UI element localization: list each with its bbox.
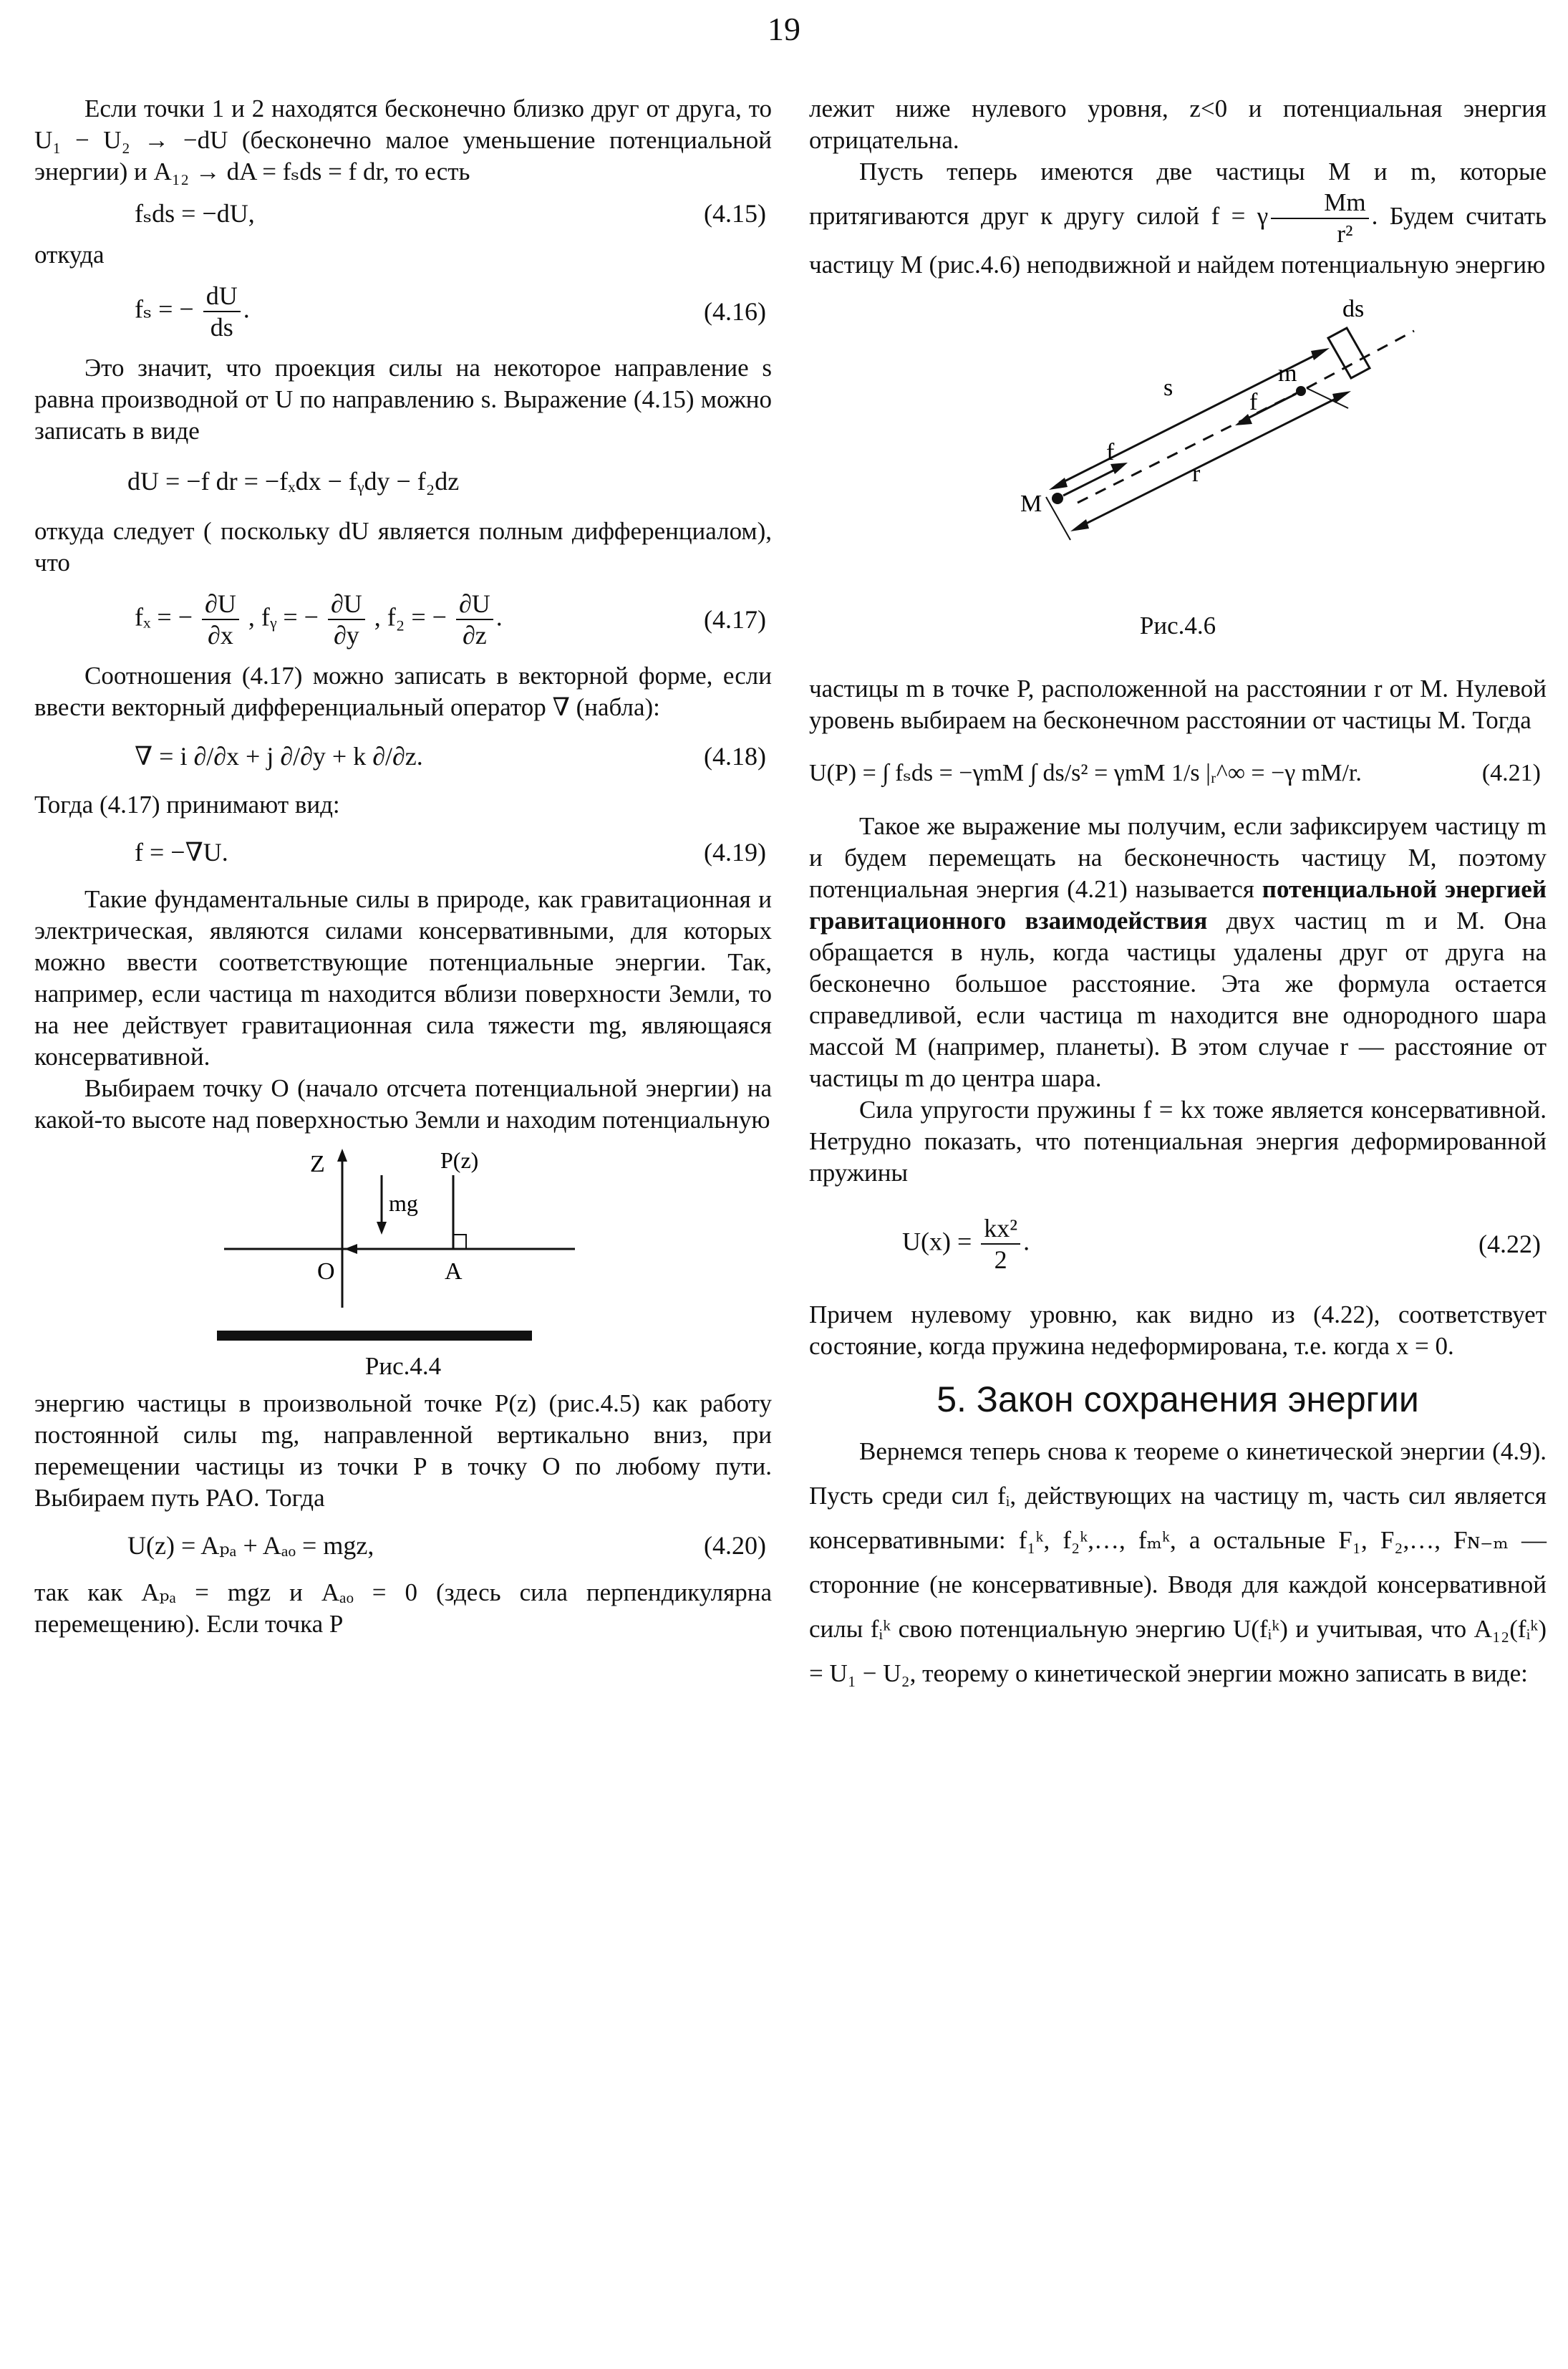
z-label: Z (310, 1151, 325, 1177)
paragraph: Такие фундаментальные силы в природе, как гравитационная и электрическая, являются силами консервативными, для которых можно ввести соответствующие потенциальные энергии. Так, например, если частица m находится вблизи поверхности Земли, то на нее действует гравитационная сила тяжести mg, являющаяся консервативной. (34, 885, 772, 1071)
denominator: r² (1337, 220, 1353, 248)
r-arrowhead-left (1070, 519, 1089, 531)
text-run: двух частиц m и M. Она обращается в нуль, когда частицы удалены друг от друга на бесконечно большое расстояние. Эта же формула остается справедливой, если частица m находится вне однородного шара массой M (например, планеты). В этом случае r — расстояние от частицы m до центра шара. (809, 907, 1547, 1092)
figure-4-4 (217, 1143, 589, 1343)
mg-label: mg (389, 1190, 418, 1216)
particle-m (1296, 386, 1306, 396)
equation-number: (4.18) (704, 742, 766, 771)
fraction (203, 281, 241, 342)
text-run: . Будем считать частицу M (рис.4.6) неподвижной и найдем потенциальную энергию (809, 202, 1547, 279)
force-f-on-m-head (1235, 414, 1252, 425)
f-label-M: f (1106, 439, 1115, 465)
f-label-m: f (1249, 389, 1258, 415)
dashed-extension (1307, 331, 1414, 388)
s-label: s (1163, 375, 1173, 401)
equation-number: (4.17) (704, 605, 766, 634)
figure-caption: Рис.4.6 (1139, 612, 1216, 640)
M-label: M (1020, 491, 1042, 517)
fraction (202, 589, 239, 650)
equation-number: (4.22) (1479, 1230, 1541, 1258)
equation-body: U(z) = Aₚₐ + Aₐₒ = mgz, (127, 1531, 374, 1560)
right-column (809, 93, 1547, 1696)
page-number: 19 (768, 11, 800, 47)
paragraph: Вернемся теперь снова к теореме о кинетической энергии (4.9). Пусть среди сил fᵢ, действующих на частицу m, часть сил является консервативными: f₁ᵏ, f₂ᵏ,…, fₘᵏ, а остальные F₁, F₂,…, Fɴ₋ₘ — сторонние (не консервативные). Вводя для каждой консервативной силы fᵢᵏ свою потенциальную энергию U(fᵢᵏ) и учитывая, что A₁₂(fᵢᵏ) = U₁ − U₂, теорему о кинетической энергии можно записать в виде: (809, 1437, 1547, 1687)
equation-4-21 (809, 736, 1547, 811)
equation-body: f = −∇U. (135, 838, 228, 867)
equation-4-17: fₓ = − $\frac{\partial U}{\partial x}$ , fᵧ = − $\frac{\partial U}{\partial y}$ , f₂ = − $\frac{\partial U}{\partial z}$ . (4.17) (135, 589, 766, 650)
ds-label: ds (1342, 296, 1365, 322)
equation-body: U(P) = ∫ fₛds = −γmM ∫ ds/s² = γmM 1/s |ᵣ^∞ = −γ mM/r. (809, 760, 1362, 786)
denominator: ∂z (462, 621, 487, 650)
paragraph: Тогда (4.17) принимают вид: (34, 791, 340, 819)
equation-body: fₛds = −dU, (135, 199, 255, 228)
denominator: ∂y (333, 621, 359, 650)
equation-part: fₓ = − (135, 602, 193, 632)
paragraph: так как Aₚₐ = mgz и Aₐₒ = 0 (здесь сила перпендикулярна перемещению). Если точка P (34, 1578, 772, 1638)
s-arrowhead-left (1049, 478, 1068, 490)
fraction (456, 589, 493, 650)
text-run: Такое же выражение мы получим, если зафиксируем частицу m и будем перемещать на бесконечность частицу M, поэтому потенциальная энергия (4.21) называется (809, 812, 1547, 903)
paragraph: Если точки 1 и 2 находятся бесконечно близко друг от друга, то U₁ − U₂ → −dU (бесконечно малое уменьшение потенциальной энергии) и A₁₂ → dA = fₛds = f dr, то есть (34, 95, 772, 185)
equation-lhs: U(x) = (902, 1227, 972, 1256)
numerator: ∂U (456, 589, 493, 620)
z-axis-arrow (337, 1149, 347, 1162)
fraction (328, 589, 365, 650)
fraction (981, 1213, 1020, 1275)
paragraph: Это значит, что проекция силы на некоторое направление s равна производной от U по направлению s. Выражение (4.15) можно записать в виде (34, 354, 772, 445)
right-angle-mark (453, 1235, 466, 1249)
paragraph: Причем нулевому уровню, как видно из (4.22), соответствует состояние, когда пружина недеформирована, т.е. когда x = 0. (809, 1301, 1547, 1360)
equation-body: ∇ = i ∂/∂x + j ∂/∂y + k ∂/∂z. (135, 742, 423, 771)
paragraph: энергию частицы в произвольной точке P(z) (рис.4.5) как работу постоянной силы mg, направленной вертикально вниз, при перемещении частицы из точки P в точку O по любому пути. Выбираем путь PAO. Тогда (34, 1389, 772, 1512)
equation-dU (34, 447, 772, 516)
paragraph: Соотношения (4.17) можно записать в векторной форме, если ввести векторный дифференциальный оператор ∇ (набла): (34, 662, 772, 721)
figure-caption: Рис.4.4 (364, 1352, 442, 1380)
paragraph: Сила упругости пружины f = kx тоже является консервативной. Нетрудно показать, что потенциальная энергия деформированной пружины (809, 1096, 1547, 1187)
equation-4-20 (34, 1514, 772, 1577)
path-arrowhead (344, 1244, 357, 1254)
text-run: Пусть теперь имеются две частицы M и m, которые притягиваются друг к другу силой f = γ (809, 158, 1547, 231)
equation-4-16: fₛ = − $\frac{dU}{ds}$ . (4.16) (135, 281, 766, 342)
equation-body: dU = −f dr = −fₓdx − fᵧdy − f₂dz (127, 467, 460, 496)
particle-M (1052, 493, 1063, 504)
r-line (1078, 395, 1342, 528)
figure-4-6 (906, 288, 1450, 603)
numerator: kx² (981, 1213, 1020, 1245)
bold-term: потенциальной энергией гравитационного взаимодействия (809, 875, 1547, 935)
paragraph: откуда (34, 241, 105, 269)
mg-arrowhead (377, 1222, 387, 1235)
denominator: ∂x (208, 621, 233, 650)
section-title: 5. Закон сохранения энергии (937, 1379, 1419, 1419)
paragraph: Выбираем точку O (начало отсчета потенциальной энергии) на какой-то высоте над поверхностью Земли и находим потенциальную (34, 1074, 772, 1134)
numerator: Mm (1271, 188, 1368, 219)
ds-box (1328, 328, 1370, 378)
paragraph (809, 156, 1547, 281)
pz-label: P(z) (440, 1147, 479, 1173)
force-f-on-M (1063, 467, 1121, 496)
a-label: A (445, 1258, 463, 1285)
divider-bar (217, 1331, 532, 1341)
numerator: ∂U (328, 589, 365, 620)
fraction (1271, 188, 1368, 249)
equation-lhs: fₛ = − (135, 294, 194, 324)
equation-number: (4.15) (704, 199, 766, 228)
tick-m (1307, 388, 1348, 408)
equation-number: (4.21) (1481, 760, 1541, 786)
paragraph: лежит ниже нулевого уровня, z<0 и потенциальная энергия отрицательна. (809, 95, 1547, 154)
o-label: O (317, 1258, 335, 1285)
equation-number: (4.19) (704, 838, 766, 867)
equation-4-15 (34, 188, 772, 239)
numerator: dU (203, 281, 241, 312)
left-column (34, 93, 772, 1640)
equation-4-18 (34, 723, 772, 789)
denominator: 2 (994, 1245, 1007, 1274)
s-arrowhead-right (1311, 348, 1330, 360)
equation-number: (4.16) (704, 297, 766, 326)
numerator: ∂U (202, 589, 239, 620)
r-label: r (1192, 460, 1201, 487)
paragraph (809, 811, 1547, 1094)
equation-number: (4.20) (704, 1531, 766, 1560)
paragraph: откуда следует ( поскольку dU является полным дифференциалом), что (34, 517, 772, 576)
paragraph: частицы m в точке P, расположенной на расстоянии r от M. Нулевой уровень выбираем на бесконечном расстоянии от частицы M. Тогда (809, 675, 1547, 734)
equation-part: , f₂ = − (374, 602, 447, 632)
denominator: ds (210, 313, 233, 342)
equation-part: , fᵧ = − (248, 602, 319, 632)
equation-4-22: U(x) = $\frac{\text{kx²}}{2}$ . (4.22) (902, 1214, 1541, 1274)
m-label: m (1278, 360, 1297, 387)
equation-4-19 (34, 821, 772, 884)
